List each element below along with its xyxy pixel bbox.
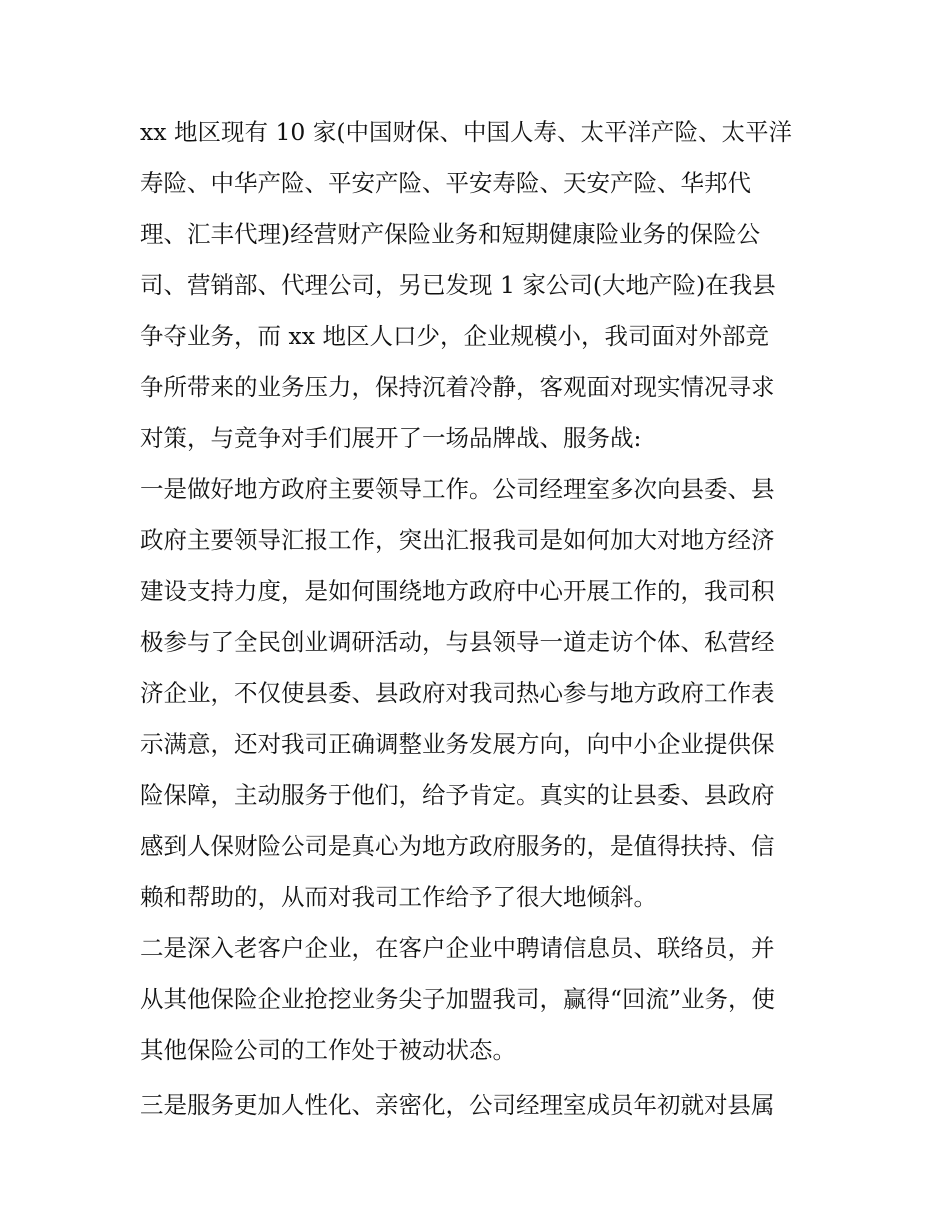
paragraph-point-3 [140,1080,820,1131]
text-line: 示满意，还对我司正确调整业务发展方向，向中小企业提供保 [140,730,775,758]
text-line: 济企业，不仅使县委、县政府对我司热心参与地方政府工作表 [140,679,775,707]
text-line: 争夺业务，而 xx 地区人口少，企业规模小，我司面对外部竞 [140,322,769,350]
text-line: 赖和帮助的，从而对我司工作给予了很大地倾斜。 [140,883,657,911]
text-line: 争所带来的业务压力，保持沉着冷静，客观面对现实情况寻求 [140,373,775,401]
text-line: 司、营销部、代理公司，另已发现 1 家公司(大地产险)在我县 [140,271,776,299]
text-line: 建设支持力度，是如何围绕地方政府中心开展工作的，我司积 [140,577,775,605]
text-line: 感到人保财险公司是真心为地方政府服务的，是值得扶持、信 [140,832,775,860]
text-line: 极参与了全民创业调研活动，与县领导一道走访个体、私营经 [140,628,775,656]
text-line: xx 地区现有 10 家(中国财保、中国人寿、太平洋产险、太平洋 [140,118,792,146]
text-line: 二是深入老客户企业，在客户企业中聘请信息员、联络员，并 [140,934,775,962]
text-line: 政府主要领导汇报工作，突出汇报我司是如何加大对地方经济 [140,526,775,554]
text-line: 对策，与竞争对手们展开了一场品牌战、服务战: [140,424,642,452]
paragraph-intro [140,107,820,464]
text-line: 一是做好地方政府主要领导工作。公司经理室多次向县委、县 [140,475,775,503]
text-line: 其他保险公司的工作处于被动状态。 [140,1036,516,1064]
text-line: 理、汇丰代理)经营财产保险业务和短期健康险业务的保险公 [140,220,761,248]
paragraph-point-2 [140,923,820,1076]
paragraph-point-1 [140,464,820,923]
text-line: 险保障，主动服务于他们，给予肯定。真实的让县委、县政府 [140,781,775,809]
document-body [140,107,820,1131]
text-line: 寿险、中华产险、平安产险、平安寿险、天安产险、华邦代 [140,169,751,197]
text-line: 三是服务更加人性化、亲密化，公司经理室成员年初就对县属 [140,1091,775,1119]
text-line: 从其他保险企业抢挖业务尖子加盟我司，赢得“回流”业务，使 [140,985,776,1013]
